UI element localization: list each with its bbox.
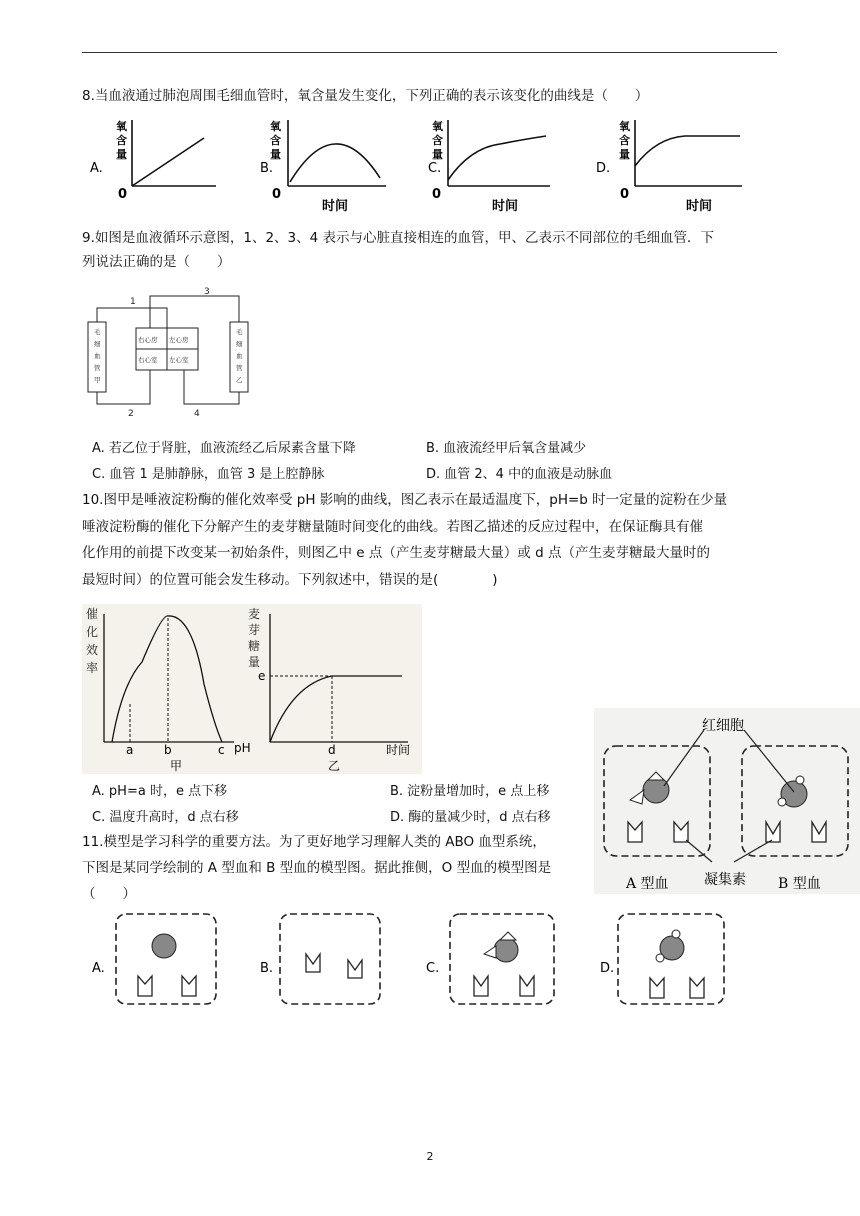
q8-graph-d	[596, 120, 742, 214]
q8-option-a-label: A.	[90, 161, 103, 176]
q8-stem: 8.当血液通过肺泡周围毛细血管时，氧含量发生变化，下列正确的表示该变化的曲线是（ ）	[82, 88, 649, 104]
q9-vessel-3: 3	[204, 287, 210, 297]
q10-stem-line2: 唾液淀粉酶的催化下分解产生的麦芽糖量随时间变化的曲线。若图乙描述的反应过程中，在保证酶具有催	[82, 519, 703, 535]
q11-caption-a: A 型血	[626, 876, 669, 892]
q9-stem-line1: 9.如图是血液循环示意图，1、2、3、4 表示与心脏直接相连的血管，甲、乙表示不同部位的毛细血管．下	[82, 230, 715, 246]
page-number: 2	[426, 1150, 434, 1163]
svg-text:麦: 麦	[248, 607, 261, 621]
svg-text:甲: 甲	[94, 376, 101, 384]
q9-stem-line2: 列说法正确的是（ ）	[82, 254, 231, 270]
q8-d-ylabel-2: 含	[619, 134, 630, 147]
q8-option-d-label: D.	[596, 161, 611, 176]
q10-yi-d: d	[328, 743, 336, 757]
q10-stem-line1: 10.图甲是唾液淀粉酶的催化效率受 pH 影响的曲线，图乙表示在最适温度下，pH=b 时一定量的淀粉在少量	[82, 492, 728, 508]
q8-a-origin: 0	[118, 187, 128, 202]
q11-options	[88, 908, 738, 1012]
q8-d-ylabel-1: 氧	[619, 120, 630, 133]
q8-a-ylabel-3: 量	[116, 148, 127, 161]
q9-vessel-2: 2	[128, 409, 134, 419]
q10-option-a: A. pH=a 时，e 点下移	[92, 784, 228, 799]
svg-text:毛: 毛	[236, 328, 243, 336]
svg-text:细: 细	[236, 340, 243, 348]
q9-chamber-rv: 右心室	[138, 356, 158, 364]
q10-jia-tick-b: b	[164, 743, 172, 757]
q8-a-ylabel-2: 含	[116, 134, 127, 147]
svg-text:芽: 芽	[248, 623, 261, 637]
q11-option-d-label: D.	[600, 961, 615, 976]
q9-vessel-4: 4	[194, 409, 200, 419]
svg-text:催: 催	[86, 607, 99, 621]
q8-a-ylabel-1: 氧	[116, 120, 127, 133]
q8-graphs	[90, 118, 750, 216]
q9-chamber-lv: 左心室	[169, 356, 189, 364]
q8-option-c-label: C.	[428, 161, 442, 176]
q11-model-figure	[594, 708, 860, 894]
q10-option-b: B. 淀粉量增加时，e 点上移	[390, 784, 550, 799]
svg-text:血: 血	[236, 352, 243, 360]
q9-option-c: C. 血管 1 是肺静脉，血管 3 是上腔静脉	[92, 467, 325, 482]
q9-vessel-1: 1	[130, 297, 136, 307]
q10-stem-line3: 化作用的前提下改变某一初始条件，则图乙中 e 点（产生麦芽糖最大量）或 d 点（产生麦芽糖最大量时的	[82, 545, 711, 561]
q9-option-d: D. 血管 2、4 中的血液是动脉血	[426, 467, 613, 482]
q10-yi-xaxis: 时间	[386, 743, 411, 757]
q8-d-ylabel-3: 量	[619, 148, 630, 161]
svg-text:糖: 糖	[248, 639, 261, 653]
q10-graphs	[82, 604, 422, 774]
svg-text:量: 量	[248, 655, 261, 669]
q8-b-xlabel: 时间	[322, 199, 349, 214]
q10-yi-caption: 乙	[328, 759, 341, 773]
q8-d-xlabel: 时间	[686, 199, 713, 214]
svg-text:乙: 乙	[236, 376, 243, 384]
svg-text:细: 细	[94, 340, 101, 348]
q8-b-origin: 0	[272, 187, 282, 202]
q8-d-origin: 0	[620, 187, 630, 202]
q10-yi-e: e	[258, 669, 266, 683]
svg-text:率: 率	[86, 661, 99, 675]
q11-option-d	[600, 914, 724, 1004]
q8-c-curve	[448, 136, 546, 180]
svg-text:管: 管	[94, 364, 101, 372]
q8-c-origin: 0	[432, 187, 442, 202]
q10-option-c: C. 温度升高时，d 点右移	[92, 810, 239, 825]
q11-caption-b: B 型血	[778, 876, 821, 892]
q8-c-ylabel-1: 氧	[432, 120, 443, 133]
q10-jia-tick-c: c	[218, 743, 225, 757]
q9-chamber-ra: 右心房	[138, 336, 158, 344]
q10-stem-line4: 最短时间）的位置可能会发生移动。下列叙述中，错误的是( )	[82, 572, 498, 588]
q8-a-curve	[132, 138, 204, 186]
q11-option-b-label: B.	[260, 961, 274, 976]
q8-c-xlabel: 时间	[492, 199, 519, 214]
q11-option-a-label: A.	[92, 961, 105, 976]
q11-label-rbc: 红细胞	[702, 718, 744, 734]
svg-text:效: 效	[86, 643, 99, 657]
q10-option-d: D. 酶的量减少时，d 点右移	[390, 810, 551, 825]
q11-stem-line1: 11.模型是学习科学的重要方法。为了更好地学习理解人类的 ABO 血型系统，	[82, 834, 546, 850]
q9-option-a: A. 若乙位于肾脏，血液流经乙后尿素含量下降	[92, 441, 356, 456]
q8-b-ylabel-3: 量	[270, 148, 281, 161]
q8-b-ylabel-2: 含	[270, 134, 281, 147]
q8-graph-a	[90, 120, 216, 202]
q8-b-ylabel-1: 氧	[270, 120, 281, 133]
q9-right-box-label	[236, 327, 243, 384]
q8-option-b-label: B.	[260, 161, 274, 176]
svg-text:血: 血	[94, 352, 101, 360]
q8-b-curve	[290, 144, 380, 182]
svg-text:管: 管	[236, 364, 243, 372]
q9-left-box-label	[94, 327, 101, 384]
q8-d-curve	[635, 136, 740, 166]
q9-chamber-la: 左心房	[169, 336, 189, 344]
q11-option-b	[260, 914, 380, 1004]
q8-graph-c	[428, 120, 550, 214]
q8-c-ylabel-2: 含	[432, 134, 443, 147]
q11-option-a	[92, 914, 216, 1004]
q9-circulation-diagram	[84, 284, 264, 420]
q11-option-c-label: C.	[426, 961, 440, 976]
q11-label-agglutinin: 凝集素	[704, 872, 746, 888]
q9-option-b: B. 血液流经甲后氧含量减少	[426, 441, 587, 456]
q8-c-ylabel-3: 量	[432, 148, 443, 161]
q10-jia-tick-a: a	[126, 743, 134, 757]
q10-jia-xaxis: pH	[234, 741, 251, 755]
q10-jia-caption: 甲	[170, 759, 183, 773]
svg-text:化: 化	[86, 625, 99, 639]
q11-option-c	[426, 914, 554, 1004]
q11-stem-line2: 下图是某同学绘制的 A 型血和 B 型血的模型图。据此推侧，O 型血的模型图是	[82, 860, 552, 876]
header-rule	[82, 52, 777, 53]
svg-text:毛: 毛	[94, 328, 101, 336]
q11-stem-line3: （ ）	[82, 886, 136, 902]
